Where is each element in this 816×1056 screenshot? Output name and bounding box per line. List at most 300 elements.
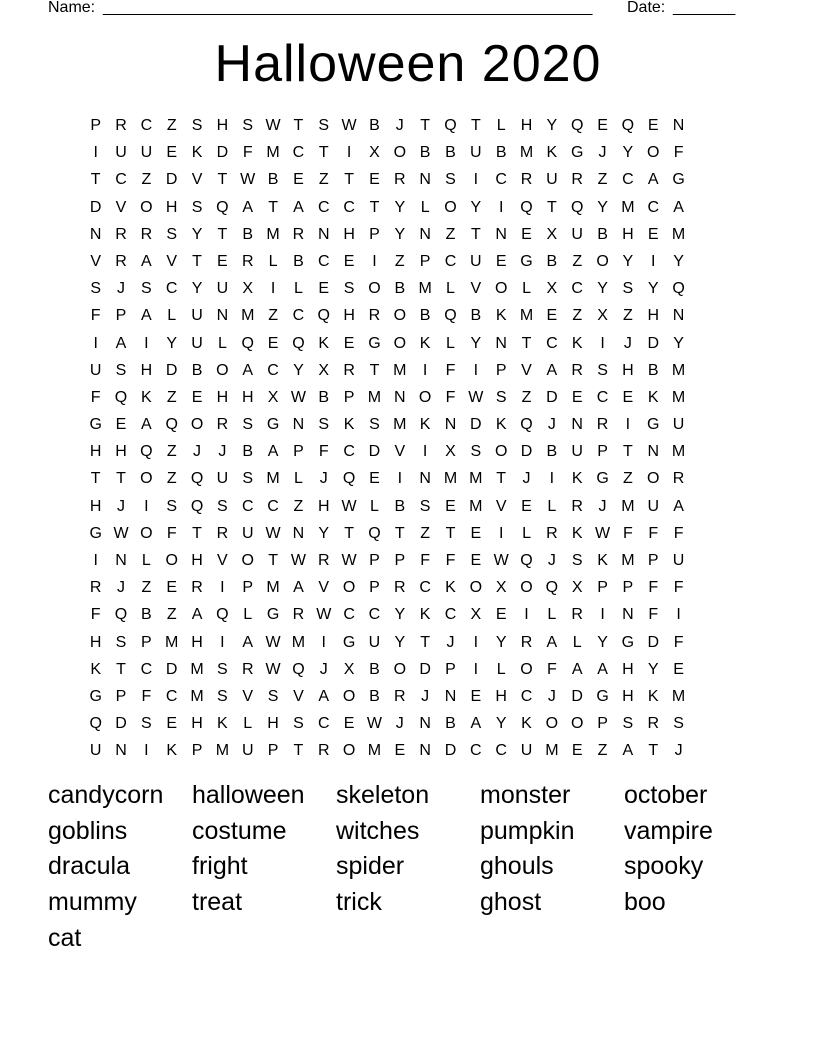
grid-letter: Y [647,660,659,678]
grid-letter: Z [141,171,152,189]
grid-letter: K [318,334,330,352]
grid-letter: O [140,470,153,488]
grid-letter: W [290,388,306,406]
grid-letter: N [89,225,102,243]
grid-letter: H [622,660,634,678]
grid-letter: R [241,252,254,270]
grid-letter: S [318,416,330,434]
grid-letter: P [293,443,304,461]
grid-letter: H [343,307,355,325]
grid-letter: O [444,198,457,216]
grid-letter: S [445,171,456,189]
grid-letter: S [242,117,254,134]
grid-letter: L [522,524,531,542]
grid-letter: O [418,388,432,406]
grid-letter: U [470,252,482,270]
grid-letter: T [420,117,431,134]
grid-letter: D [419,660,431,678]
grid-letter: O [393,660,407,678]
grid-letter: B [191,361,203,379]
grid-letter: T [344,171,354,189]
grid-letter: J [623,334,632,352]
grid-letter: R [571,606,583,624]
grid-letter: B [369,117,380,134]
grid-letter: F [648,579,659,597]
grid-letter: B [369,687,380,705]
grid-letter: J [674,742,683,760]
grid-letter: R [368,307,381,325]
grid-letter: L [243,715,253,733]
grid-letter: T [116,660,126,678]
grid-letter: E [495,252,507,270]
grid-letter: W [594,524,611,542]
grid-letter: R [647,715,660,733]
grid-letter: E [166,579,178,597]
grid-letter: J [522,470,531,488]
grid-letter: C [520,687,533,705]
grid-letter: P [369,579,380,597]
grid-letter: I [220,633,225,651]
grid-letter: B [242,443,254,461]
grid-letter: H [495,687,507,705]
grid-letter: W [265,660,281,678]
grid-letter: B [495,144,507,162]
grid-letter: O [190,416,204,434]
grid-letter: U [115,144,127,162]
search-word: witches [336,816,420,845]
search-word: fright [192,852,248,881]
grid-letter: P [597,443,608,461]
grid-letter: T [369,198,380,216]
grid-letter: S [343,280,355,298]
grid-letter: D [546,388,558,406]
grid-letter: C [317,198,330,216]
grid-letter: M [266,579,280,597]
grid-letter: T [318,144,329,162]
grid-letter: M [165,633,179,651]
grid-letter: Y [622,252,634,270]
grid-letter: F [648,524,659,542]
grid-letter: E [470,552,482,569]
grid-letter: P [495,361,507,379]
grid-letter: E [343,252,355,270]
grid-letter: D [368,443,381,461]
grid-letter: L [167,307,177,325]
grid-row [83,139,691,166]
grid-letter: T [470,117,481,134]
grid-letter: X [267,388,279,406]
grid-letter: X [571,579,583,597]
grid-letter: W [366,715,382,733]
grid-letter: O [596,252,609,270]
grid-letter: L [446,280,455,298]
grid-letter: S [166,497,178,515]
grid-letter: Y [673,252,684,270]
grid-letter: S [90,280,101,298]
grid-letter: I [93,552,98,569]
grid-letter: L [293,470,303,488]
grid-letter: M [671,361,686,379]
grid-letter: E [597,117,608,134]
grid-letter: S [597,361,608,379]
grid-letter: R [292,225,305,243]
grid-letter: D [115,715,127,733]
grid-letter: E [343,334,355,352]
grid-letter: E [546,307,558,325]
grid-letter: E [521,225,532,243]
search-word: ghost [480,888,542,917]
word-row [48,921,788,957]
grid-letter: W [265,633,281,651]
grid-letter: R [216,524,229,542]
grid-letter: W [341,552,357,569]
grid-letter: H [647,307,660,325]
grid-letter: H [89,633,102,651]
grid-letter: C [115,171,127,189]
grid-letter: C [343,198,355,216]
grid-letter: Z [318,171,329,189]
grid-row [83,166,691,193]
grid-letter: K [90,660,101,678]
grid-letter: O [520,660,533,678]
grid-letter: Y [673,334,684,352]
grid-letter: U [672,552,685,569]
grid-letter: I [498,524,504,542]
grid-letter: Z [268,307,278,325]
grid-letter: D [165,361,178,379]
grid-letter: R [343,361,355,379]
grid-letter: I [625,416,631,434]
grid-letter: H [622,687,634,705]
grid-letter: K [571,334,583,352]
grid-letter: J [117,280,126,298]
grid-letter: C [317,252,330,270]
grid-letter: L [217,334,227,352]
date-blank-line: _______ [673,0,736,16]
grid-letter: P [267,742,279,760]
grid-letter: K [343,416,355,434]
grid-letter: G [647,416,660,434]
grid-letter: S [115,633,127,651]
grid-letter: L [268,252,278,270]
word-row [48,849,788,885]
grid-letter: N [647,443,660,461]
grid-letter: M [393,361,407,379]
grid-letter: Z [572,307,583,325]
grid-letter: M [621,497,635,515]
grid-row [83,683,691,710]
grid-letter: N [495,225,507,243]
grid-letter: H [622,225,634,243]
grid-letter: Z [597,171,608,189]
grid-letter: S [217,660,228,678]
grid-letter: Y [495,633,507,651]
page-title: Halloween 2020 [214,35,602,93]
grid-letter: H [140,361,153,379]
grid-letter: Q [216,606,229,624]
grid-letter: R [115,117,127,134]
grid-letter: T [268,552,278,569]
grid-row [83,656,691,683]
grid-letter: U [89,361,102,379]
grid-letter: R [292,606,305,624]
grid-letter: R [241,660,254,678]
grid-letter: U [470,144,482,162]
grid-letter: Q [216,198,229,216]
grid-letter: D [520,443,533,461]
grid-letter: Y [597,633,608,651]
grid-letter: I [422,443,428,461]
grid-letter: F [90,388,101,406]
grid-letter: H [191,715,203,733]
grid-letter: P [369,225,380,243]
grid-letter: G [89,687,102,705]
grid-letter: A [622,742,634,760]
grid-row [83,438,691,465]
grid-letter: Z [623,470,633,488]
grid-letter: I [144,497,149,515]
grid-row [83,520,691,547]
grid-letter: T [445,524,456,542]
grid-letter: Q [570,198,584,216]
grid-letter: G [672,171,685,189]
grid-letter: T [90,171,101,189]
grid-letter: F [623,524,633,542]
grid-letter: S [267,687,279,705]
grid-row [83,357,691,384]
grid-letter: K [419,416,431,434]
grid-letter: G [596,470,609,488]
grid-letter: S [217,497,228,515]
grid-letter: O [140,524,153,542]
grid-letter: B [546,252,558,270]
grid-letter: T [217,171,228,189]
grid-letter: T [293,117,304,134]
grid-letter: I [524,606,529,624]
grid-letter: I [473,633,479,651]
grid-letter: I [144,334,149,352]
grid-letter: K [191,144,203,162]
grid-letter: L [572,633,582,651]
grid-letter: A [647,171,659,189]
grid-letter: E [521,497,532,515]
grid-letter: R [672,470,685,488]
grid-letter: F [166,524,177,542]
grid-letter: L [496,117,506,134]
grid-letter: U [191,334,203,352]
search-word: dracula [48,852,130,881]
grid-letter: S [217,687,228,705]
grid-letter: L [370,497,379,515]
grid-letter: M [671,388,686,406]
grid-letter: Q [317,307,330,325]
grid-letter: L [522,280,531,298]
grid-letter: M [291,633,306,651]
grid-letter: S [242,416,254,434]
grid-letter: M [393,416,407,434]
grid-letter: C [343,443,355,461]
grid-letter: D [216,144,229,162]
grid-letter: F [90,307,101,325]
grid-letter: M [443,470,458,488]
grid-letter: O [241,552,254,569]
grid-letter: M [545,742,559,760]
grid-letter: U [191,307,203,325]
grid-letter: A [546,633,558,651]
grid-letter: J [547,687,556,705]
grid-letter: N [317,225,330,243]
grid-letter: O [494,443,508,461]
grid-letter: Z [572,252,583,270]
grid-letter: U [571,225,583,243]
grid-letter: D [571,687,583,705]
grid-letter: W [468,388,484,406]
grid-letter: R [546,524,558,542]
search-word: monster [480,781,571,809]
grid-letter: E [647,225,659,243]
grid-letter: W [316,606,332,624]
grid-letter: S [571,552,583,569]
grid-letter: C [140,117,153,134]
grid-letter: V [217,552,228,569]
grid-letter: E [369,171,380,189]
grid-letter: F [673,144,684,162]
grid-letter: F [445,361,456,379]
grid-letter: B [293,252,304,270]
grid-letter: Q [292,660,305,678]
grid-letter: L [547,606,557,624]
grid-letter: G [520,252,533,270]
grid-letter: Q [570,117,584,134]
search-word: trick [336,888,382,917]
grid-letter: C [647,198,660,216]
grid-letter: A [141,252,152,270]
grid-letter: W [265,524,281,542]
grid-letter: N [622,606,634,624]
grid-letter: K [571,470,583,488]
grid-letter: W [265,117,281,134]
grid-letter: Q [444,307,457,325]
grid-letter: A [141,307,152,325]
grid-letter: L [141,552,151,569]
grid-letter: G [596,687,609,705]
grid-row [83,411,691,438]
grid-letter: P [597,715,608,733]
grid-letter: P [191,742,203,760]
grid-letter: Q [241,334,254,352]
grid-letter: C [165,687,178,705]
grid-letter: O [647,144,660,162]
grid-letter: J [319,470,328,488]
grid-letter: X [597,307,608,325]
grid-letter: I [93,144,98,162]
grid-letter: M [621,552,635,569]
grid-letter: T [116,470,126,488]
grid-letter: H [216,117,229,134]
grid-letter: F [673,579,684,597]
grid-letter: O [342,742,356,760]
grid-letter: S [419,497,431,515]
grid-letter: E [217,252,228,270]
grid-letter: H [622,361,634,379]
grid-letter: Y [191,225,203,243]
grid-letter: K [647,388,659,406]
grid-row [83,384,691,411]
grid-letter: G [89,524,102,542]
grid-letter: C [444,606,457,624]
grid-letter: M [418,280,432,298]
grid-letter: X [318,361,330,379]
grid-letter: Q [190,497,204,515]
grid-letter: A [318,687,330,705]
grid-letter: H [216,388,229,406]
grid-letter: P [242,579,254,597]
grid-letter: O [368,280,381,298]
grid-letter: C [419,579,431,597]
grid-letter: O [545,715,559,733]
grid-letter: B [445,144,456,162]
grid-row [83,112,691,139]
grid-letter: Y [394,225,406,243]
grid-letter: U [216,280,229,298]
grid-letter: T [648,742,659,760]
grid-letter: M [266,470,280,488]
grid-letter: Q [545,579,559,597]
grid-letter: E [343,715,355,733]
grid-letter: N [394,388,406,406]
grid-letter: F [673,633,684,651]
search-word: goblins [48,816,128,845]
grid-letter: P [597,579,608,597]
grid-letter: Y [597,198,608,216]
grid-letter: C [495,742,507,760]
grid-letter: T [268,198,278,216]
grid-letter: Y [191,280,203,298]
grid-letter: O [393,144,407,162]
search-word: ghouls [480,852,554,881]
grid-letter: I [498,198,504,216]
grid-letter: J [395,715,404,733]
grid-letter: M [621,198,635,216]
grid-letter: B [369,660,380,678]
grid-letter: Y [647,280,659,298]
grid-letter: B [445,715,456,733]
grid-letter: H [191,633,203,651]
grid-letter: L [496,660,506,678]
grid-letter: P [445,660,456,678]
grid-letter: Q [368,524,381,542]
grid-letter: R [394,579,406,597]
grid-letter: R [216,416,229,434]
grid-letter: Z [166,388,177,406]
grid-letter: J [193,443,202,461]
grid-letter: B [419,307,431,325]
grid-letter: A [546,361,558,379]
grid-letter: F [648,606,659,624]
grid-letter: R [520,171,533,189]
grid-letter: T [394,524,405,542]
grid-row [83,248,691,275]
search-word: mummy [48,888,137,917]
grid-letter: W [290,552,306,569]
grid-letter: J [547,416,556,434]
grid-letter: K [166,742,178,760]
grid-letter: C [343,606,355,624]
grid-letter: I [93,334,98,352]
grid-letter: V [470,280,482,298]
grid-letter: R [394,687,406,705]
grid-letter: K [521,715,532,733]
